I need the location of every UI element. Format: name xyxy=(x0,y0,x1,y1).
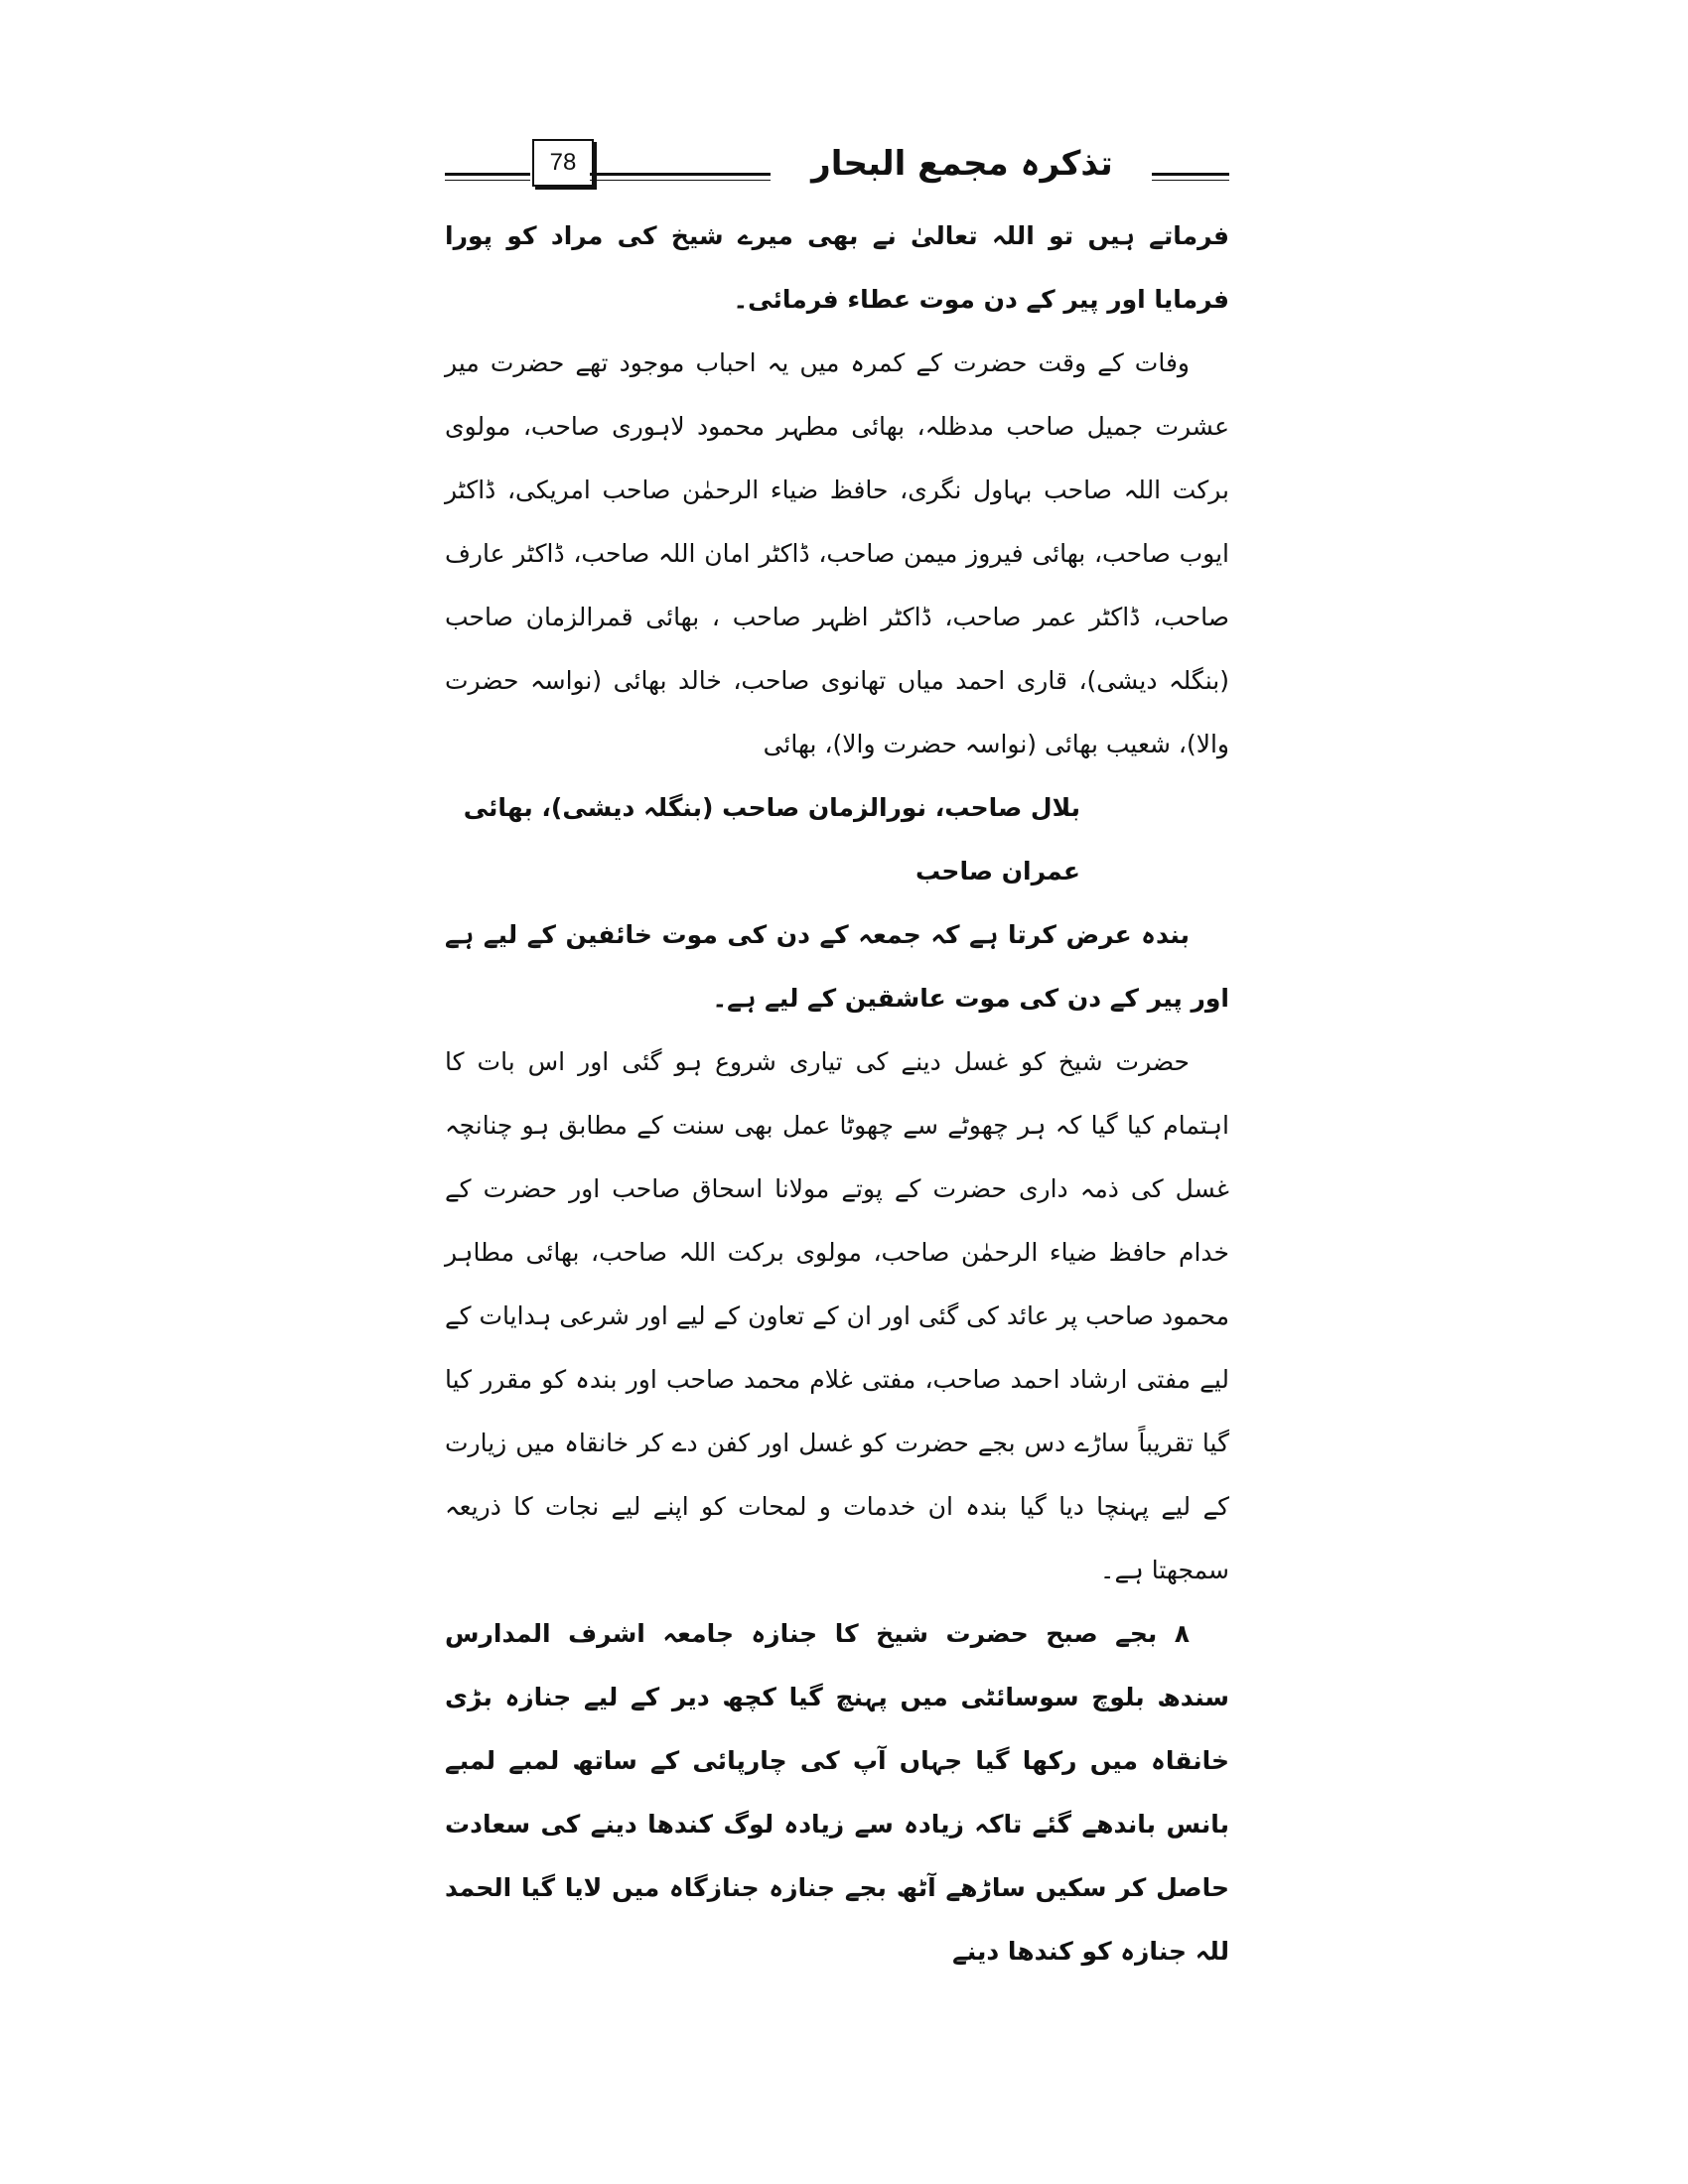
paragraph-4: حضرت شیخ کو غسل دینے کی تیاری شروع ہو گئی اور اس بات کا اہتمام کیا گیا کہ ہر چھوٹے سے چھوٹا عمل بھی سنت کے مطابق ہو چنانچہ غسل کی ذمہ داری حضرت کے پوتے مولانا اسحاق صاحب اور حضرت کے خدام حافظ ضیاء الرحمٰن صاحب، مولوی برکت اللہ صاحب، بھائی مطاہر محمود صاحب پر عائد کی گئی اور ان کے تعاون کے لیے اور شرعی ہدایات کے لیے مفتی ارشاد احمد صاحب، مفتی غلام محمد صاحب اور بندہ کو مقرر کیا گیا تقریباً ساڑے دس بجے حضرت کو غسل اور کفن دے کر خانقاہ میں زیارت کے لیے پہنچا دیا گیا بندہ ان خدمات و لمحات کو اپنے لیے نجات کا ذریعہ سمجھتا ہے۔ xyxy=(445,1047,1229,1584)
paragraph-1: فرماتے ہیں تو اللہ تعالیٰ نے بھی میرے شیخ کی مراد کو پورا فرمایا اور پیر کے دن موت عطاء فرمائی۔ xyxy=(445,221,1229,314)
page-number: 78 xyxy=(532,139,594,187)
header-rule-right xyxy=(1152,173,1229,181)
paragraph-3: بندہ عرض کرتا ہے کہ جمعہ کے دن کی موت خائفین کے لیے ہے اور پیر کے دن کی موت عاشقین کے لیے ہے۔ xyxy=(445,920,1229,1013)
book-title: تذکرہ مجمع البحار xyxy=(811,144,1113,184)
paragraph-2-tail: بلال صاحب، نورالزمان صاحب (بنگلہ دیشی)، بھائی عمران صاحب xyxy=(463,793,1080,886)
paragraph-5: ۸ بجے صبح حضرت شیخ کا جنازہ جامعہ اشرف المدارس سندھ بلوچ سوسائٹی میں پہنچ گیا کچھ دیر کے لیے جنازہ بڑی خانقاہ میں رکھا گیا جہاں آپ کی چارپائی کے ساتھ لمبے لمبے بانس باندھے گئے تاکہ زیادہ سے زیادہ لوگ کندھا دینے کی سعادت حاصل کر سکیں ساڑھے آٹھ بجے جنازہ جنازگاہ میں لایا گیا الحمد للہ جنازہ کو کندھا دینے xyxy=(445,1619,1229,1966)
paragraph-2: وفات کے وقت حضرت کے کمرہ میں یہ احباب موجود تھے حضرت میر عشرت جمیل صاحب مدظلہ، بھائی مطہر محمود لاہوری صاحب، مولوی برکت اللہ صاحب بہاول نگری، حافظ ضیاء الرحمٰن صاحب امریکی، ڈاکٹر ایوب صاحب، بھائی فیروز میمن صاحب، ڈاکٹر امان اللہ صاحب، ڈاکٹر عارف صاحب، ڈاکٹر عمر صاحب، ڈاکٹر اظہر صاحب ، بھائی قمرالزمان صاحب (بنگلہ دیشی)، قاری احمد میاں تھانوی صاحب، خالد بھائی (نواسہ حضرت والا)، شعیب بھائی (نواسہ حضرت والا)، بھائی xyxy=(445,348,1229,758)
header-rule-middle xyxy=(590,173,771,181)
page-header xyxy=(445,139,1229,195)
page-body xyxy=(445,205,1229,1983)
header-rule-left xyxy=(445,173,530,181)
